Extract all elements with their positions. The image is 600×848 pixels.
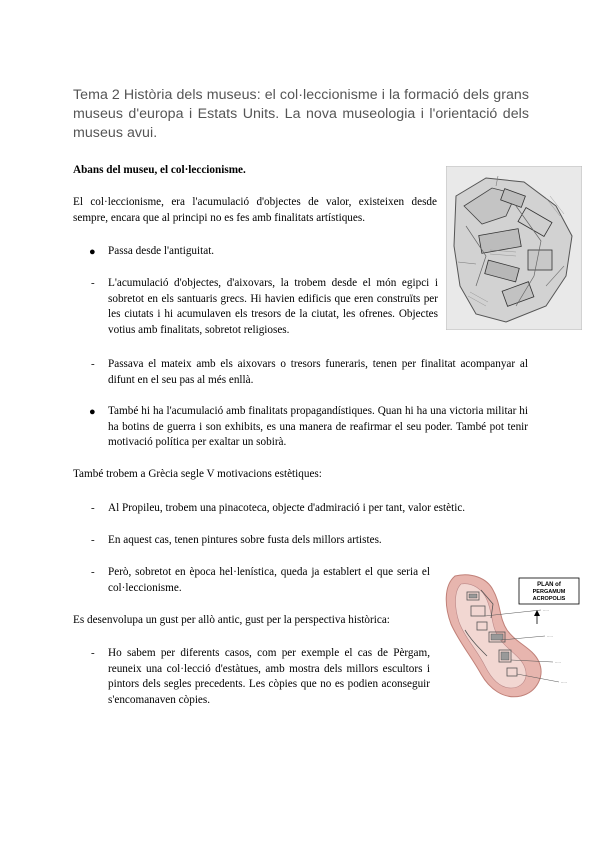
- list-item: Passava el mateix amb els aixovars o tresors funeraris, tenen per finalitat acompanyar al difunt en el seu pas al més enllà.: [108, 358, 528, 386]
- list-item: Però, sobretot en època hel·lenística, queda ja establert el que seria el col·leccionisme.: [108, 566, 430, 594]
- dash-marker: -: [91, 277, 95, 289]
- pergamum-acropolis-map: [441, 570, 584, 700]
- dash-marker: -: [91, 502, 95, 514]
- bullet-marker: ●: [89, 406, 96, 418]
- list-item: Passa desde l'antiguitat.: [108, 245, 215, 257]
- greece-intro: També trobem a Grècia segle V motivacions estètiques:: [73, 468, 322, 480]
- map-title-line: ACROPOLIS: [532, 596, 566, 602]
- list-item: En aquest cas, tenen pintures sobre fusta dels millors artistes.: [108, 534, 382, 546]
- svg-text:·····: ·····: [561, 681, 567, 685]
- antique-intro: Es desenvolupa un gust per allò antic, gust per la perspectiva històrica:: [73, 614, 390, 626]
- intro-paragraph: El col·leccionisme, era l'acumulació d'objectes de valor, existeixen desde sempre, encara que al principi no es fes amb finalitats artístiques.: [73, 196, 437, 224]
- dash-marker: -: [91, 358, 95, 370]
- dash-marker: -: [91, 566, 95, 578]
- map-title-line: PERGAMUM: [532, 589, 566, 595]
- map-title-line: PLAN of: [537, 582, 561, 588]
- svg-text:·····: ·····: [543, 609, 549, 613]
- page-title: Tema 2 Història dels museus: el col·leccionisme i la formació dels grans museus d'europa i Estats Units. La nova museologia i l'orientació dels museus avui.: [73, 87, 529, 141]
- dash-marker: -: [91, 534, 95, 546]
- list-item: L'acumulació d'objectes, d'aixovars, la trobem desde el món egipci i sobretot en els santuaris grecs. Hi havien edificis que eren construïts per les ciutats i hi acumulaven els tresors de la ciutat, les ofrenes. Objectes votius amb finalitats, sobretot religioses.: [108, 277, 438, 336]
- svg-text:·····: ·····: [547, 635, 553, 639]
- list-item: També hi ha l'acumulació amb finalitats propagandístiques. Quan hi ha una victoria militar hi ha botins de guerra i son exhibits, es una manera de reafirmar el seu poder. També pot tenir motivació política per exaltar un sobirà.: [108, 405, 528, 449]
- list-item: Al Propileu, trobem una pinacoteca, objecte d'admiració i per tant, valor estètic.: [108, 502, 466, 514]
- dash-marker: -: [91, 647, 95, 659]
- bullet-marker: ●: [89, 246, 96, 258]
- svg-text:·····: ·····: [555, 661, 561, 665]
- sanctuary-illustration: [446, 166, 582, 330]
- list-item: Ho sabem per diferents casos, com per exemple el cas de Pèrgam, reuneix una col·lecció d'estàtues, amb mostra dels millors escultors i pintors dels segles precedents. Les còpies que no es podien aconseguir s'encomanaven còpies.: [108, 647, 430, 706]
- section-heading: Abans del museu, el col·leccionisme.: [73, 164, 246, 176]
